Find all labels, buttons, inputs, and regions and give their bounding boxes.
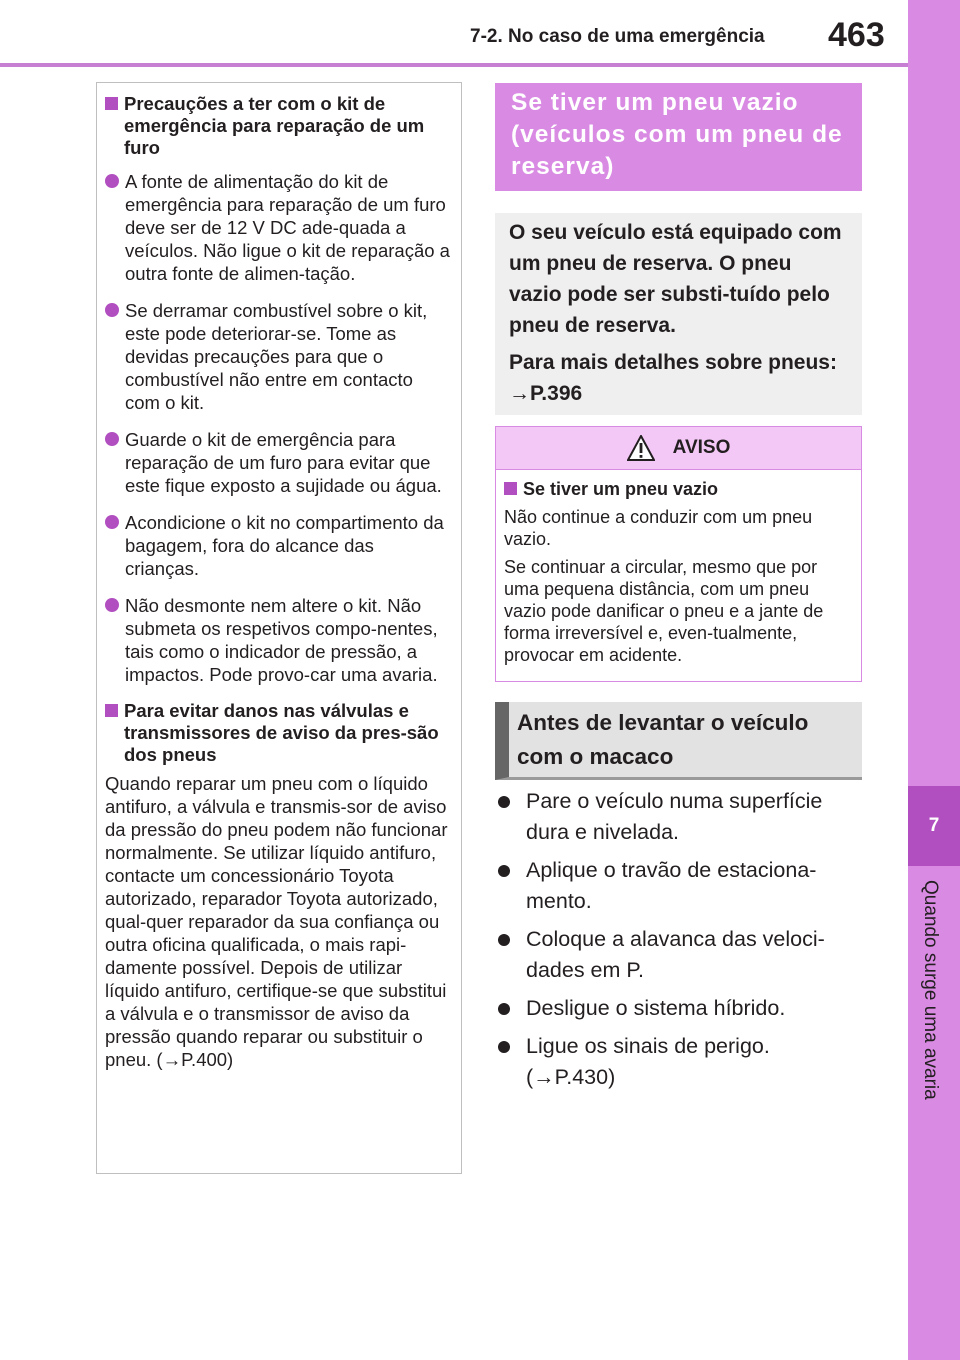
precautions-box bbox=[96, 82, 462, 1174]
warning-paragraph: Não continue a conduzir com um pneu vazio. bbox=[504, 507, 813, 549]
bullet-icon bbox=[498, 1041, 510, 1053]
list-item: Coloque a alavanca das veloci-dades em P. bbox=[494, 924, 864, 986]
warning-heading: Se tiver um pneu vazio bbox=[504, 478, 853, 500]
list-item: Pare o veículo numa superfície dura e nivelada. bbox=[494, 786, 864, 848]
warning-triangle-icon bbox=[627, 435, 655, 461]
section-heading: Para evitar danos nas válvulas e transmissores de aviso da pres-são dos pneus bbox=[105, 700, 453, 766]
jack-heading: Antes de levantar o veículo com o macaco bbox=[495, 702, 862, 780]
bullet-icon bbox=[498, 865, 510, 877]
list-item: Guarde o kit de emergência para reparação de um furo para evitar que este fique exposto a sujidade ou água. bbox=[105, 428, 453, 497]
list-item: Ligue os sinais de perigo. (→P.430) bbox=[494, 1031, 864, 1093]
chapter-side-tab bbox=[908, 0, 960, 1360]
info-paragraph: Para mais detalhes sobre pneus: →P.396 bbox=[509, 351, 837, 405]
list-item: Aplique o travão de estaciona-mento. bbox=[494, 855, 864, 917]
warning-box bbox=[495, 426, 862, 682]
circle-bullet-icon bbox=[105, 174, 119, 188]
steps-list bbox=[494, 786, 864, 1100]
warning-header bbox=[496, 427, 861, 470]
bullet-icon bbox=[498, 796, 510, 808]
chapter-title: Quando surge uma avaria bbox=[920, 880, 941, 1100]
spare-tire-heading: Se tiver um pneu vazio (veículos com um pneu de reserva) bbox=[495, 83, 862, 191]
list-item: Desligue o sistema híbrido. bbox=[494, 993, 864, 1024]
section-heading: Precauções a ter com o kit de emergência para reparação de um furo bbox=[105, 93, 453, 159]
square-bullet-icon bbox=[105, 704, 118, 717]
circle-bullet-icon bbox=[105, 303, 119, 317]
list-item: Não desmonte nem altere o kit. Não submeta os respetivos compo-nentes, tais como o indicador de pressão, a impactos. Pode provo-car uma avaria. bbox=[105, 594, 453, 686]
paragraph: Quando reparar um pneu com o líquido antifuro, a válvula e transmis-sor de aviso da pressão do pneu podem não funcionar normalmente. Se utilizar líquido antifuro, contacte um concessionário Toyota autorizado, reparador Toyota autorizado, qual-quer reparador da sua confiança ou outra oficina qualificada, o mais rapi-damente possível. Depois de utilizar líquido antifuro, certifique-se que substitui a válvula e o transmissor de aviso da pressão quando reparar ou substituir o pneu. (→P.400) bbox=[105, 773, 448, 1070]
list-item: Se derramar combustível sobre o kit, este pode deteriorar-se. Tome as devidas precauções para que o combustível não entre em contacto com o kit. bbox=[105, 299, 453, 414]
section-title: 7-2. No caso de uma emergência bbox=[470, 26, 765, 47]
square-bullet-icon bbox=[504, 482, 517, 495]
info-paragraph: O seu veículo está equipado com um pneu de reserva. O pneu vazio pode ser substi-tuído pelo pneu de reserva. bbox=[509, 221, 842, 337]
header-rule bbox=[0, 63, 908, 67]
info-box bbox=[495, 213, 862, 415]
list-item: A fonte de alimentação do kit de emergência para reparação de um furo deve ser de 12 V DC ade-quada a veículos. Não ligue o kit de reparação a outra fonte de alimen-tação. bbox=[105, 170, 453, 285]
circle-bullet-icon bbox=[105, 598, 119, 612]
circle-bullet-icon bbox=[105, 432, 119, 446]
chapter-number: 7 bbox=[908, 786, 960, 866]
bullet-icon bbox=[498, 1003, 510, 1015]
circle-bullet-icon bbox=[105, 515, 119, 529]
bullet-icon bbox=[498, 934, 510, 946]
page-number: 463 bbox=[828, 16, 885, 54]
list-item: Acondicione o kit no compartimento da bagagem, fora do alcance das crianças. bbox=[105, 511, 453, 580]
square-bullet-icon bbox=[105, 97, 118, 110]
warning-label: AVISO bbox=[672, 437, 731, 458]
warning-paragraph: Se continuar a circular, mesmo que por uma pequena distância, com um pneu vazio pode danificar o pneu e a jante de forma irreversível e, even-tualmente, provocar em acidente. bbox=[504, 557, 824, 665]
